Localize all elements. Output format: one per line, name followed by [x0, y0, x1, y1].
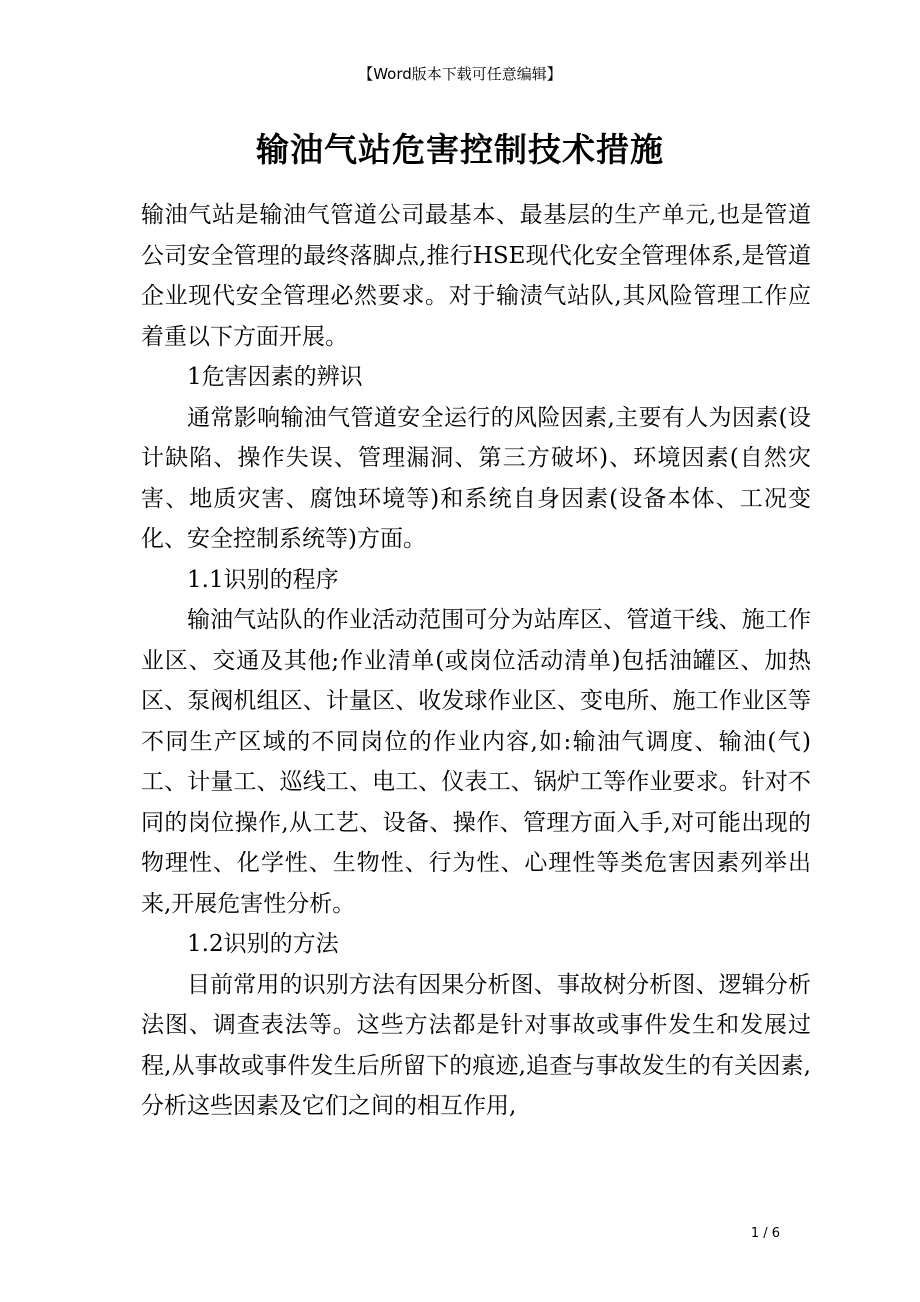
- paragraph-intro: 输油气站是输油气管道公司最基本、最基层的生产单元,也是管道公司安全管理的最终落脚点,推行HSE现代化安全管理体系,是管道企业现代安全管理必然要求。对于输渍气站队,其风险管理工作应着重以下方面开展。: [141, 202, 811, 350]
- section-heading-1-1: 1.1识别的程序: [187, 566, 339, 593]
- paragraph-identification-procedure: 输油气站队的作业活动范围可分为站库区、管道干线、施工作业区、交通及其他;作业清单(或岗位活动清单)包括油罐区、加热区、泵阀机组区、计量区、收发球作业区、变电所、施工作业区等不同生产区域的不同岗位的作业内容,如:输油气调度、输油(气)工、计量工、巡线工、电工、仪表工、锅炉工等作业要求。针对不同的岗位操作,从工艺、设备、操作、管理方面入手,对可能出现的物理性、化学性、生物性、行为性、心理性等类危害因素列举出来,开展危害性分析。: [141, 607, 811, 917]
- section-heading-1-2: 1.2识别的方法: [187, 931, 339, 957]
- document-body: [141, 195, 811, 1127]
- section-heading-1: 1危害因素的辨识: [187, 364, 363, 390]
- document-title: 输油气站危害控制技术措施: [256, 130, 664, 169]
- paragraph-risk-factors: 通常影响输油气管道安全运行的风险因素,主要有人为因素(设计缺陷、操作失误、管理漏洞、第三方破坏)、环境因素(自然灾害、地质灾害、腐蚀环境等)和系统自身因素(设备本体、工况变化、安全控制系统等)方面。: [141, 404, 811, 552]
- header-note: 【Word版本下载可任意编辑】: [358, 65, 562, 83]
- paragraph-identification-methods: 目前常用的识别方法有因果分析图、事故树分析图、逻辑分析法图、调查表法等。这些方法都是针对事故或事件发生和发展过程,从事故或事件发生后所留下的痕迹,追查与事故发生的有关因素,分析这些因素及它们之间的相互作用,: [141, 971, 811, 1119]
- page-number: 1 / 6: [750, 1226, 780, 1241]
